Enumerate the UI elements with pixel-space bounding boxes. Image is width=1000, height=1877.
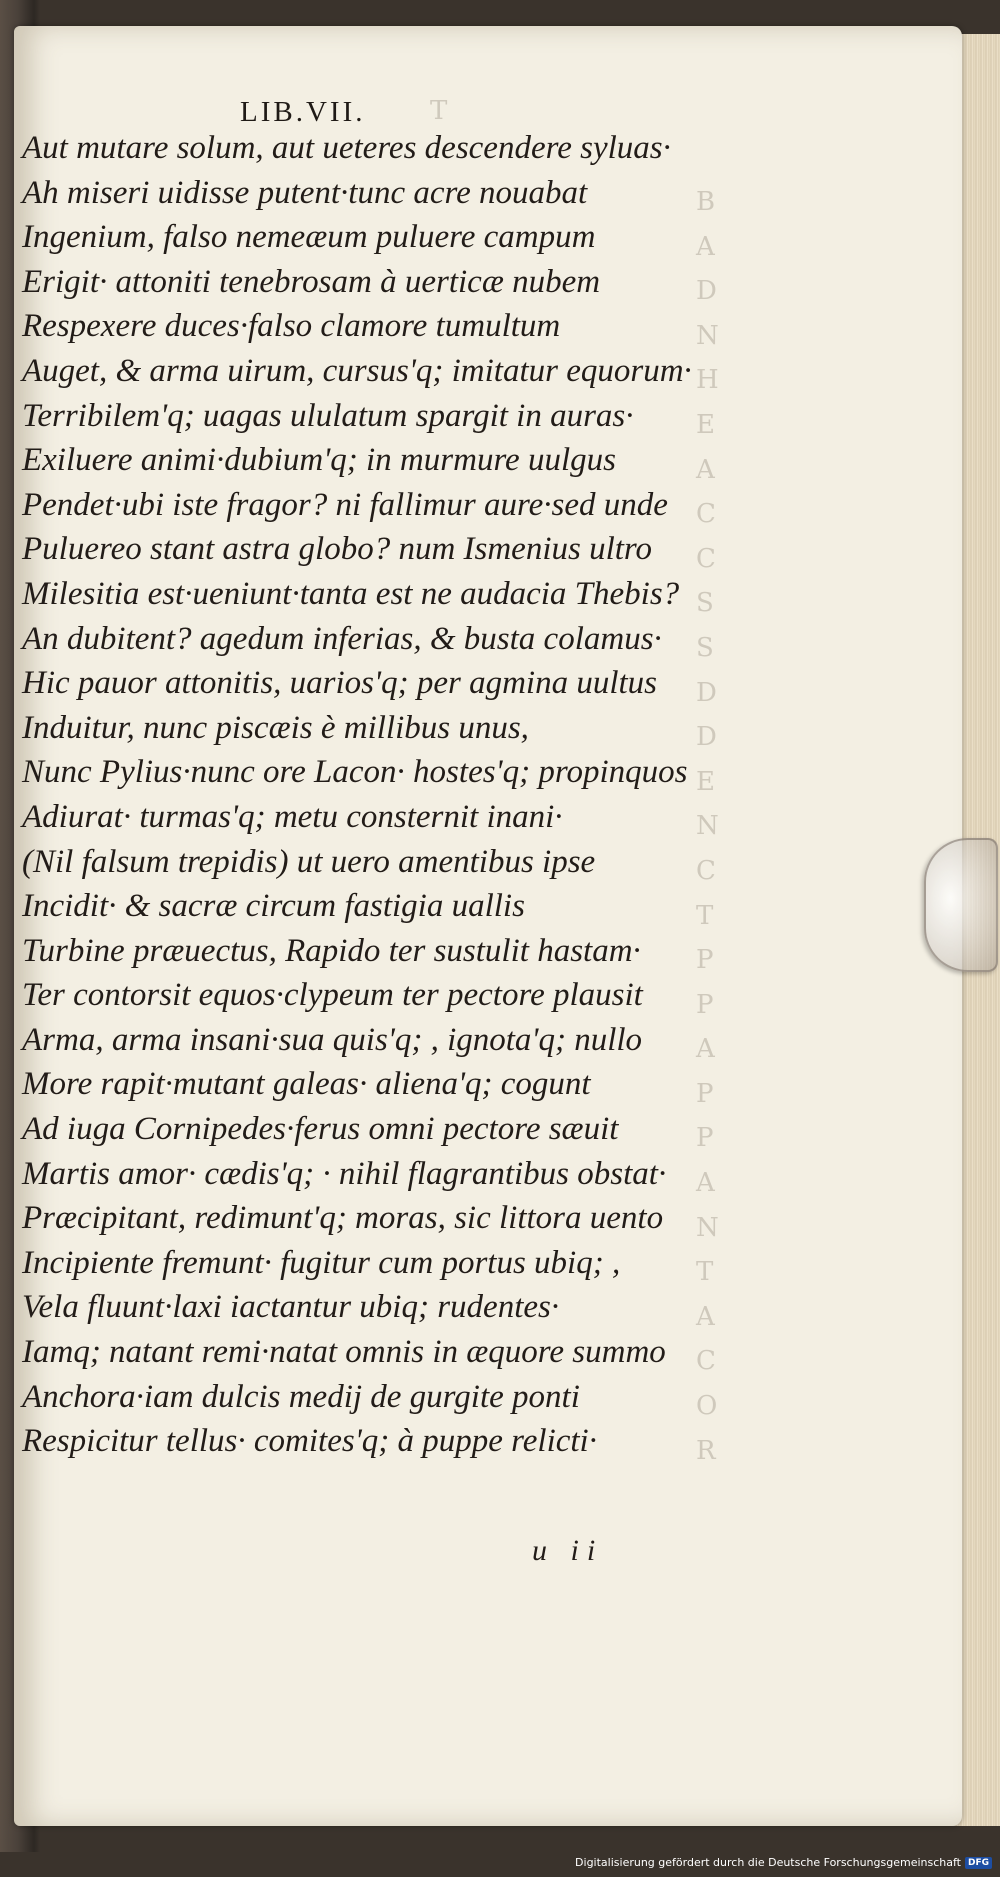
- show-through-letter: B: [696, 187, 716, 217]
- verse-line: Incipiente fremunt· fugitur cum portus ubiq; ,: [22, 1244, 621, 1281]
- verse-line: Ad iuga Cornipedes·ferus omni pectore sæuit: [22, 1111, 619, 1148]
- show-through-letter: A: [696, 454, 715, 485]
- verse-line: Præcipitant, redimunt'q; moras, sic littora uento: [22, 1200, 664, 1237]
- verse-line: Anchora·iam dulcis medij de gurgite ponti: [22, 1378, 580, 1415]
- verse-line: Terribilem'q; uagas ululatum spargit in auras·: [22, 397, 634, 434]
- verse-line: Milesitia est·ueniunt·tanta est ne audacia Thebis?: [22, 575, 680, 612]
- verse-line: Ter contorsit equos·clypeum ter pectore plausit: [22, 977, 643, 1014]
- show-through-letter: E: [696, 409, 715, 440]
- page-clip: [924, 838, 998, 972]
- show-through-top: T: [430, 96, 451, 126]
- show-through-letter: A: [696, 1301, 715, 1332]
- verse-line: Respexere duces·falso clamore tumultum: [22, 308, 561, 345]
- show-through-letter: T: [696, 900, 714, 931]
- verse-line: Incidit· & sacræ circum fastigia uallis: [22, 888, 525, 925]
- show-through-letter: C: [696, 499, 716, 530]
- show-through-letter: C: [696, 1346, 716, 1377]
- running-head: LIB.VII.: [240, 96, 366, 128]
- verse-line: Auget, & arma uirum, cursus'q; imitatur equorum·: [22, 352, 692, 389]
- show-through-letter: D: [696, 276, 717, 307]
- verse-line: More rapit·mutant galeas· aliena'q; cogunt: [22, 1066, 591, 1103]
- verse-line: Puluereo stant astra globo? num Ismenius ultro: [22, 531, 653, 568]
- verse-line: Aut mutare solum, aut ueteres descendere syluas·: [22, 130, 671, 166]
- show-through-letter: P: [696, 945, 714, 976]
- show-through-letter: O: [696, 1391, 718, 1422]
- show-through-letter: C: [696, 855, 716, 886]
- signature-mark: u ii: [532, 1534, 604, 1567]
- show-through-letter: C: [696, 543, 716, 574]
- verse-line: Vela fluunt·laxi iactantur ubiq; rudentes·: [22, 1289, 560, 1326]
- show-through-letter: R: [696, 1435, 716, 1466]
- show-through-letter: H: [696, 365, 719, 396]
- verse-line: Martis amor· cædis'q; · nihil flagrantibus obstat·: [22, 1155, 667, 1192]
- verse-line: Ingenium, falso nemeæum puluere campum: [22, 219, 596, 256]
- verse-line: Ah miseri uidisse putent·tunc acre nouabat: [22, 174, 588, 211]
- verse-line: Iamq; natant remi·natat omnis in æquore summo: [22, 1334, 666, 1371]
- show-through-letter: T: [696, 1257, 714, 1288]
- verse-line: Turbine præuectus, Rapido ter sustulit hastam·: [22, 932, 641, 969]
- verse-line: Arma, arma insani·sua quis'q; , ignota'q; nullo: [22, 1021, 643, 1058]
- verse-line: Pendet·ubi iste fragor? ni fallimur aure·sed unde: [22, 486, 668, 523]
- show-through-letter: P: [696, 1123, 714, 1154]
- verse-line: Respicitur tellus· comites'q; à puppe relicti·: [22, 1423, 597, 1460]
- show-through-letter: N: [696, 320, 719, 351]
- verse-line: Nunc Pylius·nunc ore Lacon· hostes'q; propinquos: [22, 754, 688, 791]
- verse-line: An dubitent? agedum inferias, & busta colamus·: [22, 620, 662, 657]
- verse-line: Erigit· attoniti tenebrosam à uerticæ nubem: [22, 263, 601, 300]
- show-through-letter: D: [696, 722, 717, 753]
- show-through-letter: P: [696, 1078, 714, 1109]
- show-through-letter: E: [696, 766, 715, 797]
- show-through-letter: N: [696, 811, 719, 842]
- verse-line: Hic pauor attonitis, uarios'q; per agmina uultus: [22, 665, 657, 702]
- show-through-letter: A: [696, 231, 715, 262]
- verse-line: Exiluere animi·dubium'q; in murmure uulgus: [22, 442, 616, 479]
- verse-line: Adiurat· turmas'q; metu consternit inani·: [22, 798, 563, 835]
- show-through-letter: S: [696, 588, 714, 619]
- show-through-letter: N: [696, 1212, 719, 1243]
- show-through-letter: A: [696, 1168, 715, 1199]
- verse-line: Induitur, nunc piscæis è millibus unus,: [22, 709, 529, 746]
- credit-text: Digitalisierung gefördert durch die Deutsche Forschungsgemeinschaft: [575, 1856, 961, 1869]
- show-through-letter: D: [696, 677, 717, 708]
- verse-line: (Nil falsum trepidis) ut uero amentibus ipse: [22, 843, 596, 880]
- show-through-letter: A: [696, 1034, 715, 1065]
- show-through-letter: P: [696, 989, 714, 1020]
- show-through-letter: S: [696, 632, 714, 663]
- digitization-credit: [575, 1856, 992, 1869]
- verse-text: [22, 126, 742, 1464]
- dfg-logo: DFG: [965, 1857, 992, 1869]
